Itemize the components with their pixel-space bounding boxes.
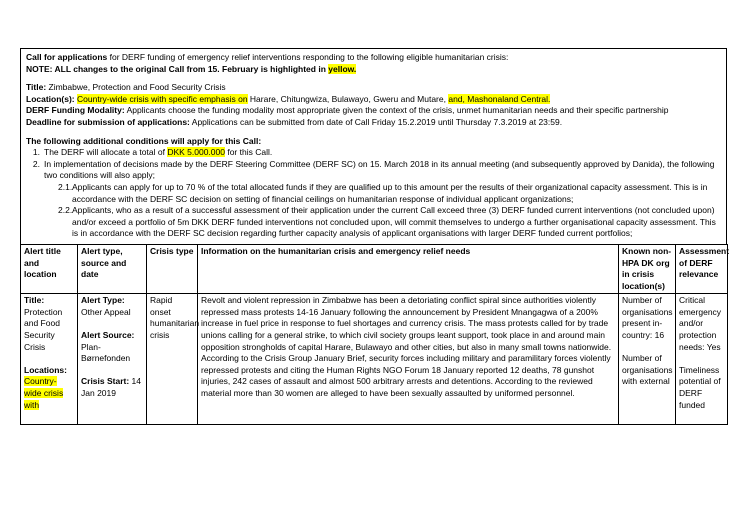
row-alert-source-label: Alert Source: — [81, 330, 135, 341]
call-title-value: Zimbabwe, Protection and Food Security Crisis — [46, 82, 226, 93]
call-funding-modality — [26, 105, 721, 117]
condition-subitem — [58, 205, 721, 240]
call-location — [26, 94, 721, 106]
row-known-orgs-1: Number of organisations present in-country: 16 — [622, 295, 673, 341]
call-modality-value: Applicants choose the funding modality most appropriate given the context of the crisis, unmet humanitarian needs and their specific partnership — [124, 105, 669, 116]
header-alert-title: Alert title and location — [21, 244, 78, 293]
call-intro-label: Call for applications — [26, 52, 108, 62]
condition-text: In implementation of decisions made by the DERF Steering Committee (DERF SC) on 15. March 2018 in its annual meeting (and subsequently approved by Danida), the following two conditions will also apply; — [44, 158, 715, 181]
header-derf-relevance: Assessment of DERF relevance — [676, 244, 728, 293]
table-row — [21, 294, 728, 425]
row-crisis-start-label: Crisis Start: — [81, 376, 130, 387]
row-relevance-1: Critical emergency and/or protection needs: Yes — [679, 295, 722, 352]
condition-item — [26, 147, 721, 159]
call-deadline-value: Applications can be submitted from date of Call Friday 15.2.2019 until Thursday 7.3.2019 at 23:59. — [189, 116, 563, 127]
cell-crisis-type: Rapid onset humanitarian crisis — [147, 294, 198, 425]
row-known-orgs-2: Number of organisations with external — [622, 353, 673, 387]
header-known-orgs: Known non-HPA DK org in crisis location(s) — [619, 244, 676, 293]
call-deadline — [26, 117, 721, 129]
call-deadline-label: Deadline for submission of applications: — [26, 116, 190, 127]
row-title-value: Protection and Food Security Crisis — [24, 306, 63, 352]
cell-derf-relevance — [676, 294, 728, 425]
condition-text: The DERF will allocate a total of — [44, 147, 168, 158]
cell-alert-title — [21, 294, 78, 425]
call-intro-text: for DERF funding of emergency relief interventions responding to the following eligible humanitarian crisis: — [107, 52, 509, 62]
cell-known-orgs — [619, 294, 676, 425]
call-document — [20, 48, 730, 425]
condition-text-after: for this Call. — [224, 147, 273, 158]
call-note-text: NOTE: ALL changes to the original Call from 15. February is highlighted in — [26, 63, 329, 74]
call-modality-label: DERF Funding Modality: — [26, 105, 125, 116]
call-intro — [26, 52, 721, 64]
table-header-row — [21, 244, 728, 293]
row-crisis-start-value: 14 Jan 2019 — [81, 376, 142, 399]
call-location-label: Location(s): — [26, 93, 75, 104]
header-crisis-type: Crisis type — [147, 244, 198, 293]
condition-subitem — [58, 182, 721, 205]
row-alert-source-value: Plan-Børnefonden — [81, 341, 131, 364]
header-alert-type: Alert type, source and date — [78, 244, 147, 293]
call-details-box — [20, 48, 727, 244]
row-alert-type-value: Other Appeal — [81, 306, 131, 317]
row-relevance-2: Timeliness potential of DERF funded — [679, 364, 721, 410]
call-title — [26, 82, 721, 94]
conditions-list — [26, 147, 721, 240]
condition-number: 1. — [32, 147, 40, 158]
call-location-highlight-1: Country-wide crisis with specific emphasis on — [77, 93, 248, 104]
row-locations-label: Locations: — [24, 364, 67, 375]
alerts-table — [20, 244, 728, 425]
subitem-text: Applicants, who as a result of a successful assessment of their application under the current Call exceed three (3) DERF funded current interventions (not concluded upon) and/or exceed a portfolio of 5m DKK DERF funded interventions not concluded upon, will commit themselves to undergo a further organisational capacity assessment. This is in accordance with the DERF SC decision regarding further capacity analysis of applicant organisations with larger DERF funded current portfolios; — [72, 205, 716, 239]
subitem-text: Applicants can apply for up to 70 % of the total allocated funds if they are qualified up to this amount per the results of their organizational capacity assessment. This is in accordance with the DERF SC decision on setting of financial ceilings on humanitarian response of individual applicant organizations; — [72, 181, 708, 204]
row-crisis-start — [81, 376, 143, 399]
cell-crisis-info: Revolt and violent repression in Zimbabwe has been a detoriating conflict spiral since authorities violently repressed mass protests 14-16 January following the announcement by President Mnangagwa of a 200% increase in fuel price in response to fuel shortages and currency crisis. The mass protests called for by trade unions calling for a general strike, to which civil society groups leant support, took place in and around main opposition strongholds of capital Harare, Bulawayo and other cities, but also in many small towns nationwide. According to the Crisis Group January Brief, security forces including military and paramilitary forces violently repressed protests and citing the Human Rights NGO Forum 18 January reported 12 deaths, 78 gunshot injuries, 242 cases of assault and almost 500 arbitrary arrests and detentions. According to the reviewed material more than 30 women are alleged to have been sexually assaulted by uniformed personnel. — [198, 294, 619, 425]
call-note — [26, 64, 721, 76]
call-title-label: Title: — [26, 82, 47, 93]
condition-subitems — [44, 182, 721, 240]
cell-alert-type — [78, 294, 147, 425]
condition-number: 2. — [32, 158, 40, 169]
row-title-label: Title: — [24, 295, 45, 306]
call-note-highlight: yellow. — [328, 63, 357, 74]
row-locations-highlight: Country-wide crisis with — [24, 376, 64, 410]
header-crisis-info: Information on the humanitarian crisis and emergency relief needs — [198, 244, 619, 293]
subitem-number: 2.2. — [58, 205, 73, 216]
condition-item — [26, 159, 721, 240]
row-alert-type-label: Alert Type: — [81, 295, 125, 306]
call-location-highlight-2: and, Mashonaland Central. — [448, 93, 551, 104]
conditions-heading: The following additional conditions will apply for this Call: — [26, 135, 262, 146]
call-location-text: Harare, Chitungwiza, Bulawayo, Gweru and Mutare, — [247, 93, 449, 104]
subitem-number: 2.1. — [58, 181, 73, 192]
condition-highlight: DKK 5.000.000 — [167, 147, 225, 158]
